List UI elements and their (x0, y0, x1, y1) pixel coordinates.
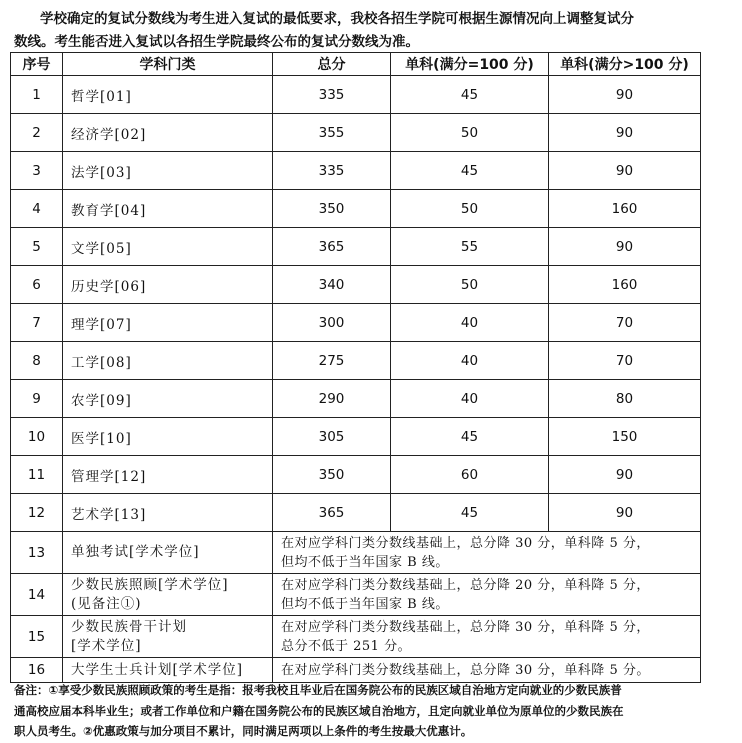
row-single-100: 50 (391, 114, 549, 152)
row-rule (273, 574, 701, 616)
row-total: 350 (273, 456, 391, 494)
row-total: 335 (273, 152, 391, 190)
row-single-over-100: 90 (549, 76, 701, 114)
row-discipline: 法学[03] (63, 152, 273, 190)
row-discipline: 工学[08] (63, 342, 273, 380)
header-single-over-100: 单科(满分>100 分) (549, 53, 701, 76)
row-total: 335 (273, 76, 391, 114)
row-total: 300 (273, 304, 391, 342)
row-discipline: 医学[10] (63, 418, 273, 456)
row-rule (273, 658, 701, 683)
row-rule (273, 532, 701, 574)
row-single-100: 50 (391, 266, 549, 304)
table-row (11, 190, 701, 228)
row-no: 11 (11, 456, 63, 494)
row-no: 10 (11, 418, 63, 456)
row-discipline: 经济学[02] (63, 114, 273, 152)
row-single-100: 50 (391, 190, 549, 228)
special-row (11, 574, 701, 616)
intro-line-2: 数线。考生能否进入复试以各招生学院最终公布的复试分数线为准。 (14, 34, 419, 50)
row-category (63, 616, 273, 658)
rule-line-2: 总分不低于 251 分。 (281, 638, 412, 654)
special-row (11, 658, 701, 683)
row-single-over-100: 90 (549, 152, 701, 190)
table-row (11, 456, 701, 494)
row-total: 340 (273, 266, 391, 304)
row-category (63, 574, 273, 616)
intro-text-1: 学校确定的复试分数线为考生进入复试的最低要求，我校各招生学院可根据生源情况向上调整复试分 (40, 11, 634, 27)
row-single-100: 45 (391, 494, 549, 532)
rule-line-1: 在对应学科门类分数线基础上，总分降 20 分，单科降 5 分， (281, 577, 650, 593)
row-total: 290 (273, 380, 391, 418)
row-no: 9 (11, 380, 63, 418)
row-discipline: 教育学[04] (63, 190, 273, 228)
rule-line-1: 在对应学科门类分数线基础上，总分降 30 分，单科降 5 分， (281, 619, 650, 635)
table-row (11, 418, 701, 456)
row-no: 5 (11, 228, 63, 266)
row-total: 365 (273, 228, 391, 266)
special-row (11, 616, 701, 658)
row-discipline: 农学[09] (63, 380, 273, 418)
category-line-1: 大学生士兵计划[学术学位] (71, 661, 244, 678)
row-no: 8 (11, 342, 63, 380)
row-single-100: 45 (391, 418, 549, 456)
row-total: 365 (273, 494, 391, 532)
row-no: 12 (11, 494, 63, 532)
row-category (63, 658, 273, 683)
row-single-over-100: 90 (549, 228, 701, 266)
row-single-100: 45 (391, 152, 549, 190)
row-no: 2 (11, 114, 63, 152)
footnote (14, 680, 732, 742)
score-table (10, 52, 701, 683)
table-row (11, 152, 701, 190)
row-single-over-100: 90 (549, 456, 701, 494)
footnote-line-2: 通高校应届本科毕业生；或者工作单位和户籍在国务院公布的民族区域自治地方，且定向就业单位为原单位的少数民族在 (14, 703, 624, 718)
row-total: 275 (273, 342, 391, 380)
rule-line-2: 但均不低于当年国家 B 线。 (281, 596, 449, 612)
row-no: 13 (11, 532, 63, 574)
row-discipline: 历史学[06] (63, 266, 273, 304)
row-single-100: 60 (391, 456, 549, 494)
rule-line-2: 但均不低于当年国家 B 线。 (281, 554, 449, 570)
header-total: 总分 (273, 53, 391, 76)
row-no: 15 (11, 616, 63, 658)
row-no: 3 (11, 152, 63, 190)
category-line-2: [学术学位] (71, 637, 142, 654)
row-total: 350 (273, 190, 391, 228)
category-line-1: 单独考试[学术学位] (71, 544, 200, 560)
row-single-100: 40 (391, 380, 549, 418)
row-single-over-100: 160 (549, 190, 701, 228)
row-no: 6 (11, 266, 63, 304)
intro-paragraph (14, 8, 732, 54)
table-header-row (11, 53, 701, 76)
row-single-100: 55 (391, 228, 549, 266)
row-no: 4 (11, 190, 63, 228)
table-row (11, 342, 701, 380)
row-single-over-100: 70 (549, 304, 701, 342)
row-single-100: 40 (391, 304, 549, 342)
header-discipline: 学科门类 (63, 53, 273, 76)
intro-line-1 (14, 8, 732, 31)
table-row (11, 228, 701, 266)
row-total: 355 (273, 114, 391, 152)
special-row (11, 532, 701, 574)
table-row (11, 304, 701, 342)
table-row (11, 266, 701, 304)
table-row (11, 76, 701, 114)
row-discipline: 管理学[12] (63, 456, 273, 494)
category-line-1: 少数民族照顾[学术学位] (71, 576, 229, 593)
table-row (11, 494, 701, 532)
row-discipline: 理学[07] (63, 304, 273, 342)
rule-line-1: 在对应学科门类分数线基础上，总分降 30 分，单科降 5 分， (281, 535, 650, 551)
footnote-line-1: 备注：①享受少数民族照顾政策的考生是指：报考我校且毕业后在国务院公布的民族区域自治地方定向就业的少数民族普 (14, 683, 622, 697)
table-row (11, 114, 701, 152)
header-no: 序号 (11, 53, 63, 76)
row-single-over-100: 90 (549, 114, 701, 152)
footnote-line-3: 职人员考生。②优惠政策与加分项目不累计，同时满足两项以上条件的考生按最大优惠计。 (14, 724, 473, 738)
table-row (11, 380, 701, 418)
category-line-1: 少数民族骨干计划 (71, 618, 187, 635)
row-single-over-100: 160 (549, 266, 701, 304)
row-single-over-100: 70 (549, 342, 701, 380)
header-single-100: 单科(满分=100 分) (391, 53, 549, 76)
row-single-over-100: 90 (549, 494, 701, 532)
row-no: 7 (11, 304, 63, 342)
row-no: 16 (11, 658, 63, 683)
row-single-over-100: 150 (549, 418, 701, 456)
row-discipline: 艺术学[13] (63, 494, 273, 532)
row-single-100: 45 (391, 76, 549, 114)
rule-line-1: 在对应学科门类分数线基础上，总分降 30 分，单科降 5 分。 (281, 662, 650, 678)
row-discipline: 文学[05] (63, 228, 273, 266)
row-total: 305 (273, 418, 391, 456)
row-rule (273, 616, 701, 658)
row-no: 1 (11, 76, 63, 114)
row-category (63, 532, 273, 574)
row-no: 14 (11, 574, 63, 616)
category-line-2: (见备注①) (71, 595, 142, 612)
row-single-100: 40 (391, 342, 549, 380)
row-single-over-100: 80 (549, 380, 701, 418)
row-discipline: 哲学[01] (63, 76, 273, 114)
